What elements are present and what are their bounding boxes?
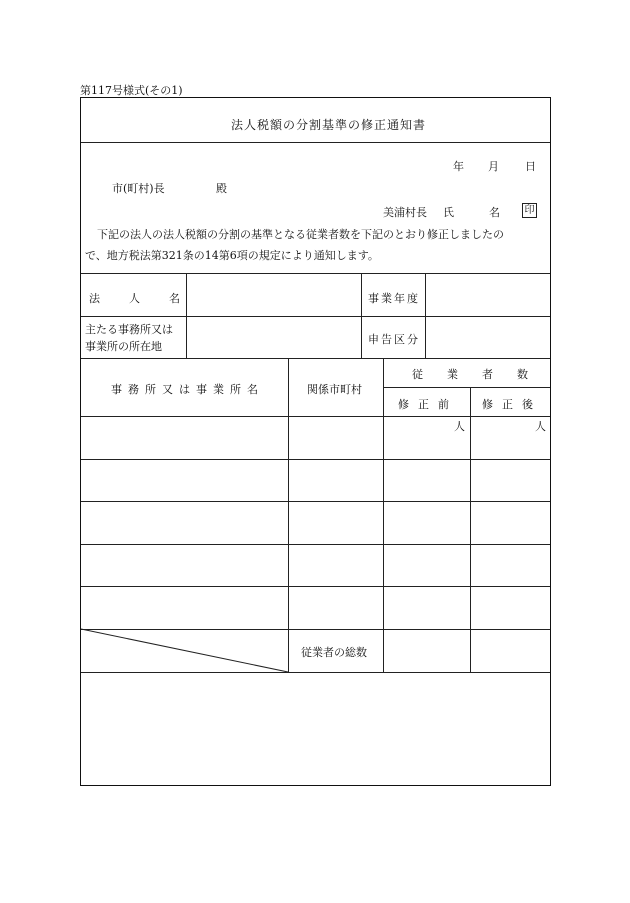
total-employees-label: 従業者の総数	[301, 646, 367, 659]
filing-type-label: 申告区分	[368, 333, 420, 346]
form-number: 第117号様式(その1)	[80, 84, 183, 97]
addressee-label: 市(町村)長	[112, 182, 165, 195]
main-office-label-2: 事業所の所在地	[85, 340, 162, 353]
sender-name-1: 氏	[443, 206, 454, 219]
main-office-label-1: 主たる事務所又は	[85, 323, 173, 336]
corp-name-label-2: 人	[129, 292, 140, 305]
unit-before: 人	[454, 420, 465, 433]
col-employees-header-3: 者	[482, 368, 493, 381]
col-employees-header-2: 業	[447, 368, 458, 381]
col-employees-header-4: 数	[517, 368, 528, 381]
total-row-diagonal	[81, 98, 552, 787]
col-before-header: 修正前	[398, 398, 458, 411]
col-office-header: 事務所又は事業所名	[111, 383, 264, 396]
business-year-label: 事業年度	[368, 292, 420, 305]
col-employees-header-1: 従	[412, 368, 423, 381]
sender-label: 美浦村長	[383, 206, 427, 219]
col-after-header: 修正後	[482, 398, 542, 411]
col-city-header: 関係市町村	[307, 383, 362, 396]
addressee-honorific: 殿	[216, 182, 227, 195]
date-month: 月	[488, 160, 499, 173]
corp-name-label-3: 名	[169, 292, 180, 305]
seal-stamp: 印	[522, 203, 537, 218]
form-frame	[80, 97, 551, 786]
body-text-line-1: 下記の法人の法人税額の分割の基準となる従業者数を下記のとおり修正しましたの	[97, 228, 504, 241]
body-text-line-2: で、地方税法第321条の14第6項の規定により通知します。	[85, 249, 379, 262]
date-day: 日	[525, 160, 536, 173]
form-title: 法人税額の分割基準の修正通知書	[231, 118, 427, 132]
corp-name-label-1: 法	[89, 292, 100, 305]
sender-name-2: 名	[489, 206, 500, 219]
date-year: 年	[453, 160, 464, 173]
unit-after: 人	[535, 420, 546, 433]
